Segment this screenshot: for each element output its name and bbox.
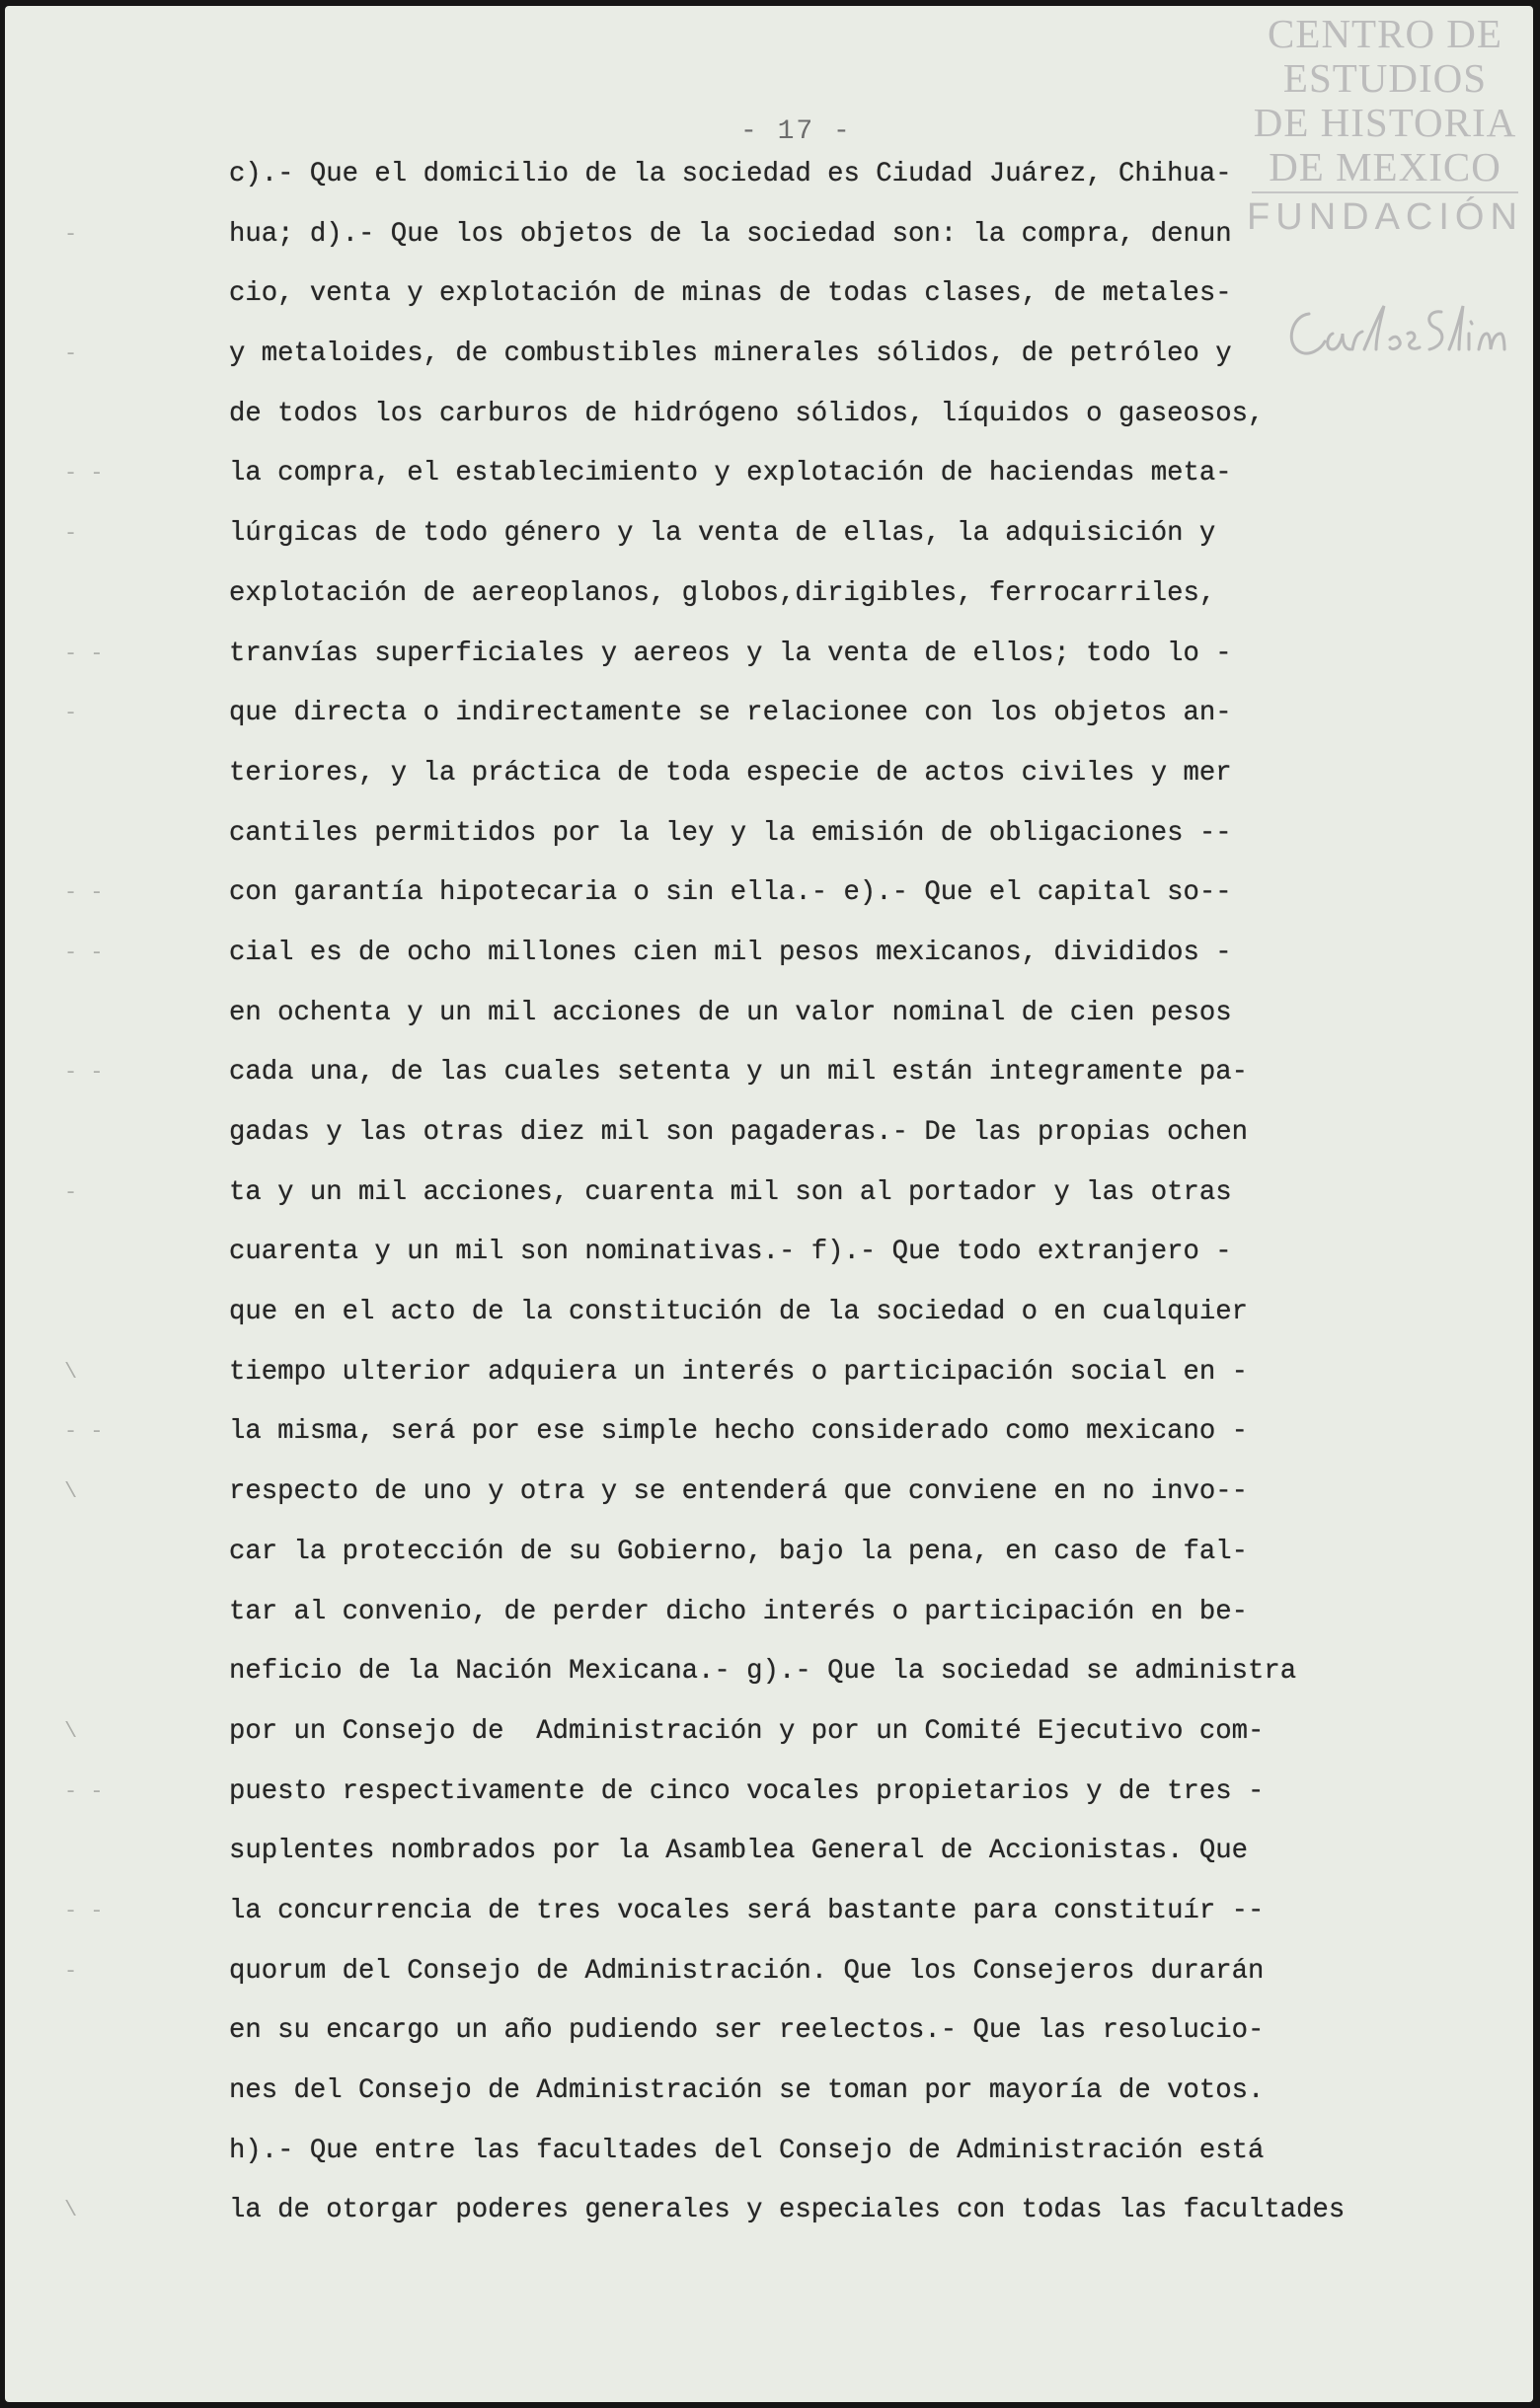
margin-mark: - xyxy=(64,1958,78,1984)
margin-mark xyxy=(64,1283,163,1343)
text-line: cuarenta y un mil son nominativas.- f).- Que todo extranjero - xyxy=(229,1237,1232,1268)
margin-mark: \ xyxy=(64,2198,78,2223)
margin-mark xyxy=(64,264,163,325)
document-page xyxy=(5,6,1533,2402)
margin-mark: \ xyxy=(64,1479,78,1505)
margin-mark xyxy=(64,1822,163,1882)
margin-mark xyxy=(64,804,163,865)
margin-mark xyxy=(64,2122,163,2182)
margin-mark: - - xyxy=(64,1060,104,1086)
margin-mark: \ xyxy=(64,1718,78,1744)
margin-mark: - - xyxy=(64,640,104,666)
text-line: la misma, será por ese simple hecho considerado como mexicano - xyxy=(229,1416,1248,1448)
watermark-line-4: DE MEXICO xyxy=(1269,144,1502,189)
margin-mark: - xyxy=(64,221,78,247)
margin-mark: - xyxy=(64,1179,78,1205)
text-line: hua; d).- Que los objetos de la sociedad son: la compra, denun xyxy=(229,218,1232,250)
text-line: tiempo ulterior adquiera un interés o participación social en - xyxy=(229,1356,1248,1388)
text-line: con garantía hipotecaria o sin ella.- e).- Que el capital so-- xyxy=(229,877,1232,909)
margin-mark: - - xyxy=(64,1898,104,1923)
margin-mark xyxy=(64,2001,163,2062)
margin-mark xyxy=(64,385,163,445)
text-line: explotación de aereoplanos, globos,dirigibles, ferrocarriles, xyxy=(229,577,1216,609)
margin-mark xyxy=(64,744,163,804)
text-line: car la protección de su Gobierno, bajo la pena, en caso de fal- xyxy=(229,1536,1248,1567)
text-line: cial es de ocho millones cien mil pesos mexicanos, divididos - xyxy=(229,937,1232,968)
watermark-foundation: FUNDACIÓN xyxy=(1247,196,1523,238)
text-line: cada una, de las cuales setenta y un mil están integramente pa- xyxy=(229,1057,1248,1089)
watermark-line-2: ESTUDIOS xyxy=(1282,55,1488,101)
watermark-line-3: DE HISTORIA xyxy=(1253,100,1517,145)
margin-mark: \ xyxy=(64,1359,78,1385)
margin-mark xyxy=(64,2062,163,2122)
text-line: nes del Consejo de Administración se toman por mayoría de votos. xyxy=(229,2075,1265,2106)
margin-mark xyxy=(64,1523,163,1583)
text-line: tar al convenio, de perder dicho interés o participación en be- xyxy=(229,1596,1248,1627)
text-line: la concurrencia de tres vocales será bastante para constituír -- xyxy=(229,1895,1265,1926)
margin-mark: - - xyxy=(64,1419,104,1445)
text-line: neficio de la Nación Mexicana.- g).- Que la sociedad se administra xyxy=(229,1656,1297,1688)
page-number: - 17 - xyxy=(740,116,852,147)
text-line: que directa o indirectamente se relacionee con los objetos an- xyxy=(229,698,1232,729)
text-line: tranvías superficiales y aereos y la venta de ellos; todo lo - xyxy=(229,638,1232,669)
text-line: ta y un mil acciones, cuarenta mil son al portador y las otras xyxy=(229,1176,1232,1208)
text-line: suplentes nombrados por la Asamblea General de Accionistas. Que xyxy=(229,1836,1248,1867)
margin-mark xyxy=(64,984,163,1044)
margin-mark xyxy=(64,1642,163,1702)
margin-mark: - - xyxy=(64,1778,104,1804)
text-line: cantiles permitidos por la ley y la emisión de obligaciones -- xyxy=(229,817,1232,849)
text-line: teriores, y la práctica de toda especie de actos civiles y mer xyxy=(229,757,1232,789)
margin-mark: - xyxy=(64,341,78,367)
margin-mark: - xyxy=(64,521,78,547)
margin-mark xyxy=(64,564,163,625)
text-line: respecto de uno y otra y se entenderá que conviene en no invo-- xyxy=(229,1476,1248,1508)
margin-marks xyxy=(64,145,163,2241)
text-line: quorum del Consejo de Administración. Que los Consejeros durarán xyxy=(229,1955,1265,1987)
text-line: de todos los carburos de hidrógeno sólidos, líquidos o gaseosos, xyxy=(229,398,1265,429)
text-line: h).- Que entre las facultades del Consejo de Administración está xyxy=(229,2135,1265,2166)
margin-mark: - - xyxy=(64,880,104,906)
margin-mark: - - xyxy=(64,940,104,965)
margin-mark xyxy=(64,1103,163,1164)
margin-mark: - - xyxy=(64,461,104,487)
text-line: que en el acto de la constitución de la sociedad o en cualquier xyxy=(229,1297,1248,1328)
typed-body-text xyxy=(229,145,1443,2241)
text-line: lúrgicas de todo género y la venta de ellas, la adquisición y xyxy=(229,518,1216,550)
text-line: la de otorgar poderes generales y especiales con todas las facultades xyxy=(229,2195,1346,2226)
text-line: cio, venta y explotación de minas de todas clases, de metales- xyxy=(229,278,1232,310)
margin-mark xyxy=(64,145,163,205)
text-line: c).- Que el domicilio de la sociedad es Ciudad Juárez, Chihua- xyxy=(229,159,1232,189)
watermark-line-1: CENTRO DE xyxy=(1268,11,1502,56)
text-line: por un Consejo de Administración y por un Comité Ejecutivo com- xyxy=(229,1715,1265,1747)
margin-mark: - xyxy=(64,701,78,726)
text-line: en su encargo un año pudiendo ser reelectos.- Que las resolucio- xyxy=(229,2015,1265,2047)
text-line: gadas y las otras diez mil son pagaderas.- De las propias ochen xyxy=(229,1117,1248,1148)
text-line: la compra, el establecimiento y explotación de haciendas meta- xyxy=(229,458,1232,489)
text-line: en ochenta y un mil acciones de un valor nominal de cien pesos xyxy=(229,997,1232,1028)
margin-mark xyxy=(64,1583,163,1643)
text-line: y metaloides, de combustibles minerales sólidos, de petróleo y xyxy=(229,339,1232,370)
text-line: puesto respectivamente de cinco vocales propietarios y de tres - xyxy=(229,1775,1265,1807)
margin-mark xyxy=(64,1223,163,1283)
